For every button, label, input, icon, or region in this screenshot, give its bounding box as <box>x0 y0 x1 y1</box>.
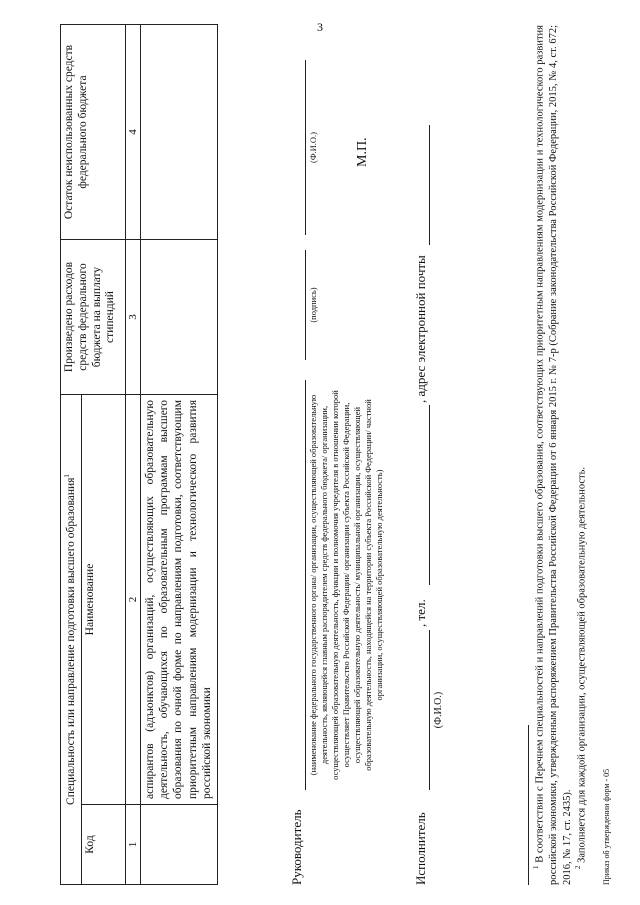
signature-line <box>305 250 306 360</box>
footnote-rule <box>528 725 529 885</box>
row-remainder <box>140 25 217 240</box>
head-label: Руководитель <box>289 809 304 885</box>
executor-name-line <box>429 630 430 790</box>
name-caption: (Ф.И.О.) <box>308 131 318 164</box>
signature-caption: (подпись) <box>308 287 318 323</box>
row-expenses <box>140 240 217 395</box>
header-name: Наименование <box>81 395 125 805</box>
name-line <box>305 60 306 235</box>
phone-label: , тел. <box>413 599 428 627</box>
header-code: Код <box>81 805 125 885</box>
scholarship-expenses-table <box>60 24 218 885</box>
table-header-row-1 <box>61 25 82 885</box>
table-row <box>140 25 217 885</box>
header-expenses: Произведено расходов средств федерального бюджета на выплату стипендий <box>61 240 126 395</box>
phone-line <box>429 405 430 585</box>
executor-label: Исполнитель <box>413 812 428 885</box>
footnote-1: $^1$ В соответствии с Перечнем специальностей и направлений подготовки высшего образования, соответствующих приоритетным направлениям модернизации и технологического развития российской экономики, утвержденным распоряжением Правительства Российской Федерации от 6 января 2015 г. № 7-р (Собрание законодательства Российской Федерации, 2015, № 4, ст. 672; 2016, № 17, ст. 2435). <box>532 24 573 885</box>
footnote-2: $^2$ Заполняется для каждой организации, осуществляющей образовательную деятельность. <box>574 467 588 869</box>
rotated-page-content <box>20 25 620 885</box>
head-org-caption: (наименование федерального государственного органа/ организации, осуществляющей образовательную деятельность, являющейся главным распорядителем средств федерального бюджета/ организации, осуществляющей образовательную деятельность, функции и полномочия учредителя в отношении которой осуществляет Правительство Российской Федерации/ организации субъекта Российской Федерации, осуществляющей образовательную деятельность/ муниципальной организации, осуществляющей образовательную деятельность, находящейся на территории субъекта Российской Федерации/ частной организации, осуществляющей образовательную деятельность) <box>308 390 385 780</box>
row-code <box>140 805 217 885</box>
column-numbers-row <box>125 25 140 885</box>
page-number: 3 <box>317 20 323 34</box>
column-number: 3 <box>125 240 140 395</box>
column-number: 1 <box>125 805 140 885</box>
order-note: Приказ об утверждении форм - 05 <box>602 768 611 885</box>
row-name: аспирантов (адъюнктов) организаций, осуществляющих образовательную деятельность, обучающихся по образовательным программам высшего образования по очной форме по направлениям подготовки, соответствующим приоритетным направлениям модернизации и технологического развития российской экономики <box>140 395 217 805</box>
stamp-mark: М.П. <box>355 137 370 167</box>
header-remainder: Остаток неиспользованных средств федерального бюджета <box>61 25 126 240</box>
column-number: 2 <box>125 395 140 805</box>
column-number: 4 <box>125 25 140 240</box>
header-specialty-group: Специальность или направление подготовки высшего образования$^1$ <box>61 395 82 885</box>
email-line <box>429 125 430 245</box>
footnote-mark: 1 <box>63 474 71 478</box>
head-org-line <box>305 380 306 790</box>
email-label: , адрес электронной почты <box>413 255 428 403</box>
executor-name-caption: (Ф.И.О.) <box>433 691 444 729</box>
footnotes <box>528 25 590 885</box>
